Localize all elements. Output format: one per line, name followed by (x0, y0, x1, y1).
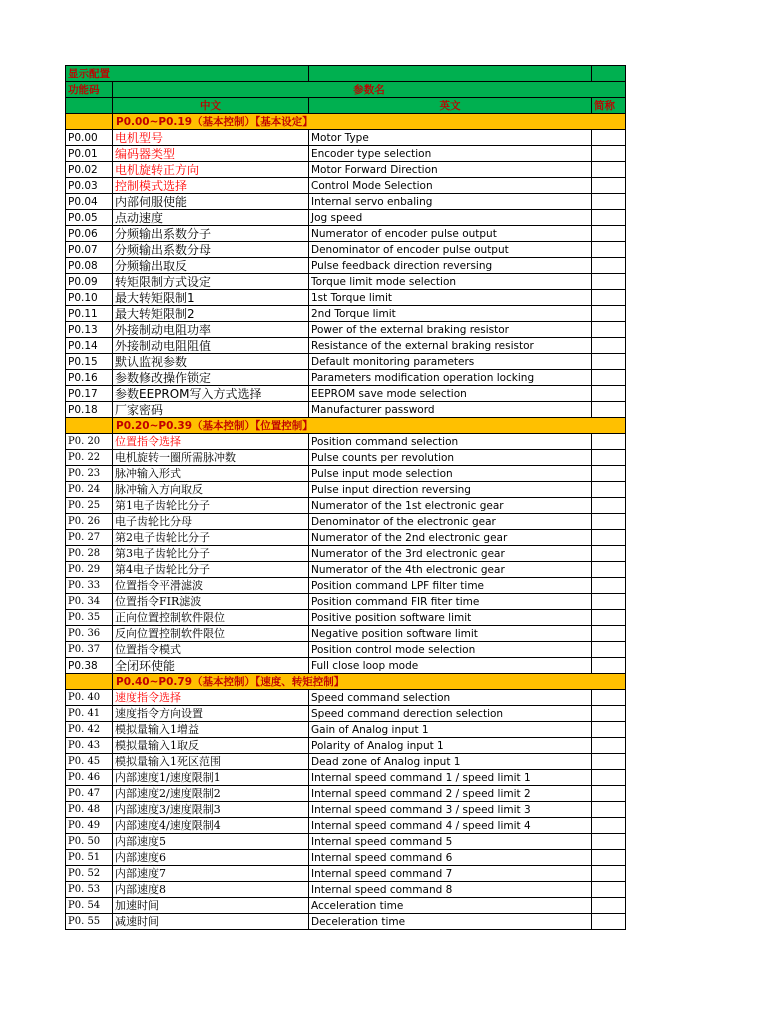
chinese-name-cell[interactable]: 模拟量输入1取反 (113, 738, 309, 754)
col-en-header[interactable]: 英文 (309, 98, 592, 114)
english-name-cell[interactable]: 1st Torque limit (309, 290, 592, 306)
chinese-name-cell[interactable]: 模拟量输入1死区范围 (113, 754, 309, 770)
parameter-row (66, 898, 626, 914)
function-code-cell[interactable]: P0.06 (66, 226, 113, 242)
function-code-cell[interactable]: P0.18 (66, 402, 113, 418)
chinese-name-cell[interactable]: 第2电子齿轮比分子 (113, 530, 309, 546)
function-code-cell[interactable]: P0. 51 (66, 850, 113, 866)
parameter-row (66, 738, 626, 754)
chinese-name-cell[interactable]: 最大转矩限制1 (113, 290, 309, 306)
english-name-cell[interactable]: Position control mode selection (309, 642, 592, 658)
parameter-row (66, 850, 626, 866)
function-code-cell[interactable]: P0.07 (66, 242, 113, 258)
english-name-cell[interactable]: Speed command selection (309, 690, 592, 706)
chinese-name-cell[interactable]: 内部速度5 (113, 834, 309, 850)
function-code-cell[interactable]: P0.17 (66, 386, 113, 402)
parameter-row (66, 610, 626, 626)
col-zh-header[interactable]: 中文 (113, 98, 309, 114)
english-name-cell[interactable]: Numerator of encoder pulse output (309, 226, 592, 242)
english-name-cell[interactable]: Torque limit mode selection (309, 274, 592, 290)
english-name-cell[interactable]: Internal speed command 1 / speed limit 1 (309, 770, 592, 786)
parameter-row (66, 658, 626, 674)
function-code-cell[interactable]: P0.11 (66, 306, 113, 322)
parameter-row (66, 306, 626, 322)
abbreviation-cell[interactable] (592, 258, 626, 274)
chinese-name-cell[interactable]: 位置指令FIR滤波 (113, 594, 309, 610)
function-code-cell[interactable]: P0. 40 (66, 690, 113, 706)
abbreviation-cell[interactable] (592, 722, 626, 738)
english-name-cell[interactable]: Negative position software limit (309, 626, 592, 642)
parameter-row (66, 274, 626, 290)
chinese-name-cell[interactable]: 参数EEPROM写入方式选择 (113, 386, 309, 402)
english-name-cell[interactable]: Acceleration time (309, 898, 592, 914)
chinese-name-cell[interactable]: 电机旋转一圈所需脉冲数 (113, 450, 309, 466)
parameter-row (66, 402, 626, 418)
abbreviation-cell[interactable] (592, 290, 626, 306)
english-name-cell[interactable]: Internal speed command 2 / speed limit 2 (309, 786, 592, 802)
chinese-name-cell[interactable]: 默认监视参数 (113, 354, 309, 370)
chinese-name-cell[interactable]: 脉冲输入方向取反 (113, 482, 309, 498)
abbreviation-cell[interactable] (592, 530, 626, 546)
function-code-cell[interactable]: P0. 22 (66, 450, 113, 466)
english-name-cell[interactable]: Motor Type (309, 130, 592, 146)
parameter-row (66, 514, 626, 530)
function-code-cell[interactable]: P0. 36 (66, 626, 113, 642)
english-name-cell[interactable]: Denominator of the electronic gear (309, 514, 592, 530)
chinese-name-cell[interactable]: 位置指令选择 (113, 434, 309, 450)
abbreviation-cell[interactable] (592, 546, 626, 562)
abbreviation-cell[interactable] (592, 162, 626, 178)
chinese-name-cell[interactable]: 内部速度4/速度限制4 (113, 818, 309, 834)
english-name-cell[interactable]: Internal speed command 5 (309, 834, 592, 850)
abbreviation-cell[interactable] (592, 834, 626, 850)
parameter-row (66, 706, 626, 722)
function-code-cell[interactable]: P0.04 (66, 194, 113, 210)
chinese-name-cell[interactable]: 内部速度3/速度限制3 (113, 802, 309, 818)
chinese-name-cell[interactable]: 电子齿轮比分母 (113, 514, 309, 530)
abbreviation-cell[interactable] (592, 818, 626, 834)
english-name-cell[interactable]: Position command selection (309, 434, 592, 450)
abbreviation-cell[interactable] (592, 354, 626, 370)
parameter-row (66, 530, 626, 546)
parameter-row (66, 914, 626, 930)
parameter-row (66, 834, 626, 850)
chinese-name-cell[interactable]: 参数修改操作锁定 (113, 370, 309, 386)
english-name-cell[interactable]: Pulse feedback direction reversing (309, 258, 592, 274)
parameter-row (66, 690, 626, 706)
function-code-cell[interactable]: P0. 24 (66, 482, 113, 498)
parameter-row (66, 562, 626, 578)
function-code-cell[interactable]: P0.14 (66, 338, 113, 354)
english-name-cell[interactable]: EEPROM save mode selection (309, 386, 592, 402)
chinese-name-cell[interactable]: 转矩限制方式设定 (113, 274, 309, 290)
abbreviation-cell[interactable] (592, 370, 626, 386)
abbreviation-cell[interactable] (592, 658, 626, 674)
chinese-name-cell[interactable]: 分频输出系数分子 (113, 226, 309, 242)
chinese-name-cell[interactable]: 电机旋转正方向 (113, 162, 309, 178)
parameter-row (66, 226, 626, 242)
abbreviation-cell[interactable] (592, 210, 626, 226)
abbreviation-cell[interactable] (592, 322, 626, 338)
english-name-cell[interactable]: Numerator of the 4th electronic gear (309, 562, 592, 578)
english-name-cell[interactable]: Denominator of encoder pulse output (309, 242, 592, 258)
chinese-name-cell[interactable]: 点动速度 (113, 210, 309, 226)
english-name-cell[interactable]: Jog speed (309, 210, 592, 226)
abbreviation-cell[interactable] (592, 594, 626, 610)
abbreviation-cell[interactable] (592, 802, 626, 818)
chinese-name-cell[interactable]: 内部伺服使能 (113, 194, 309, 210)
parameter-row (66, 498, 626, 514)
function-code-cell[interactable]: P0. 41 (66, 706, 113, 722)
parameter-row (66, 802, 626, 818)
abbreviation-cell[interactable] (592, 914, 626, 930)
english-name-cell[interactable]: Numerator of the 3rd electronic gear (309, 546, 592, 562)
chinese-name-cell[interactable]: 速度指令选择 (113, 690, 309, 706)
section-title[interactable]: P0.40~P0.79（基本控制）【速度、转矩控制】 (113, 674, 626, 690)
function-code-cell[interactable]: P0. 34 (66, 594, 113, 610)
english-name-cell[interactable]: Resistance of the external braking resistor (309, 338, 592, 354)
chinese-name-cell[interactable]: 内部速度1/速度限制1 (113, 770, 309, 786)
english-name-cell[interactable]: Numerator of the 2nd electronic gear (309, 530, 592, 546)
english-name-cell[interactable]: Polarity of Analog input 1 (309, 738, 592, 754)
section-title[interactable]: P0.00~P0.19（基本控制）【基本设定】 (113, 114, 626, 130)
function-code-cell[interactable]: P0. 53 (66, 882, 113, 898)
parameter-row (66, 594, 626, 610)
abbreviation-cell[interactable] (592, 386, 626, 402)
english-name-cell[interactable]: Dead zone of Analog input 1 (309, 754, 592, 770)
chinese-name-cell[interactable]: 加速时间 (113, 898, 309, 914)
parameter-row (66, 482, 626, 498)
abbreviation-cell[interactable] (592, 770, 626, 786)
abbreviation-cell[interactable] (592, 706, 626, 722)
function-code-cell[interactable]: P0. 20 (66, 434, 113, 450)
chinese-name-cell[interactable]: 电机型号 (113, 130, 309, 146)
function-code-cell[interactable]: P0. 54 (66, 898, 113, 914)
english-name-cell[interactable]: Internal speed command 6 (309, 850, 592, 866)
parameter-row (66, 642, 626, 658)
chinese-name-cell[interactable]: 控制模式选择 (113, 178, 309, 194)
english-name-cell[interactable]: Manufacturer password (309, 402, 592, 418)
abbreviation-cell[interactable] (592, 642, 626, 658)
chinese-name-cell[interactable]: 厂家密码 (113, 402, 309, 418)
function-code-cell[interactable]: P0.10 (66, 290, 113, 306)
parameter-row (66, 818, 626, 834)
chinese-name-cell[interactable]: 最大转矩限制2 (113, 306, 309, 322)
abbreviation-cell[interactable] (592, 130, 626, 146)
abbreviation-cell[interactable] (592, 194, 626, 210)
abbreviation-cell[interactable] (592, 898, 626, 914)
abbreviation-cell[interactable] (592, 306, 626, 322)
chinese-name-cell[interactable]: 内部速度8 (113, 882, 309, 898)
section-title[interactable]: P0.20~P0.39（基本控制）【位置控制】 (113, 418, 626, 434)
chinese-name-cell[interactable]: 第1电子齿轮比分子 (113, 498, 309, 514)
abbreviation-cell[interactable] (592, 338, 626, 354)
func-code-header[interactable]: 功能码 (66, 82, 113, 98)
english-name-cell[interactable]: Position command FIR fiter time (309, 594, 592, 610)
chinese-name-cell[interactable]: 全闭环使能 (113, 658, 309, 674)
english-name-cell[interactable]: Internal speed command 3 / speed limit 3 (309, 802, 592, 818)
function-code-cell[interactable]: P0.03 (66, 178, 113, 194)
abbreviation-cell[interactable] (592, 226, 626, 242)
abbreviation-cell[interactable] (592, 786, 626, 802)
english-name-cell[interactable]: Control Mode Selection (309, 178, 592, 194)
chinese-name-cell[interactable]: 反向位置控制软件限位 (113, 626, 309, 642)
chinese-name-cell[interactable]: 内部速度7 (113, 866, 309, 882)
function-code-cell[interactable]: P0. 26 (66, 514, 113, 530)
function-code-cell[interactable]: P0.08 (66, 258, 113, 274)
english-name-cell[interactable]: Speed command derection selection (309, 706, 592, 722)
abbreviation-cell[interactable] (592, 882, 626, 898)
chinese-name-cell[interactable]: 分频输出取反 (113, 258, 309, 274)
empty-cell[interactable] (592, 66, 626, 82)
parameter-row (66, 770, 626, 786)
abbreviation-cell[interactable] (592, 146, 626, 162)
function-code-cell[interactable]: P0. 45 (66, 754, 113, 770)
function-code-cell[interactable]: P0. 35 (66, 610, 113, 626)
english-name-cell[interactable]: Internal speed command 4 / speed limit 4 (309, 818, 592, 834)
parameter-row (66, 466, 626, 482)
abbreviation-cell[interactable] (592, 690, 626, 706)
parameter-row (66, 370, 626, 386)
function-code-cell[interactable]: P0. 23 (66, 466, 113, 482)
abbreviation-cell[interactable] (592, 850, 626, 866)
chinese-name-cell[interactable]: 位置指令模式 (113, 642, 309, 658)
parameter-row (66, 866, 626, 882)
english-name-cell[interactable]: Full close loop mode (309, 658, 592, 674)
function-code-cell[interactable]: P0. 29 (66, 562, 113, 578)
chinese-name-cell[interactable]: 正向位置控制软件限位 (113, 610, 309, 626)
parameter-table (65, 65, 626, 930)
header-row-columns (66, 98, 626, 114)
empty-cell[interactable] (309, 66, 592, 82)
chinese-name-cell[interactable]: 分频输出系数分母 (113, 242, 309, 258)
parameter-row (66, 322, 626, 338)
function-code-cell[interactable]: P0. 42 (66, 722, 113, 738)
chinese-name-cell[interactable]: 外接制动电阻阻值 (113, 338, 309, 354)
abbreviation-cell[interactable] (592, 242, 626, 258)
parameter-row (66, 354, 626, 370)
header-row-display-config (66, 66, 626, 82)
english-name-cell[interactable]: Gain of Analog input 1 (309, 722, 592, 738)
abbreviation-cell[interactable] (592, 434, 626, 450)
abbreviation-cell[interactable] (592, 498, 626, 514)
function-code-cell[interactable]: P0. 47 (66, 786, 113, 802)
parameter-row (66, 882, 626, 898)
english-name-cell[interactable]: Internal speed command 8 (309, 882, 592, 898)
english-name-cell[interactable]: Position command LPF filter time (309, 578, 592, 594)
abbreviation-cell[interactable] (592, 514, 626, 530)
section-header-row (66, 674, 626, 690)
chinese-name-cell[interactable]: 位置指令平滑滤波 (113, 578, 309, 594)
english-name-cell[interactable]: Motor Forward Direction (309, 162, 592, 178)
parameter-row (66, 130, 626, 146)
english-name-cell[interactable]: Pulse input mode selection (309, 466, 592, 482)
function-code-cell[interactable]: P0.09 (66, 274, 113, 290)
function-code-cell[interactable]: P0. 28 (66, 546, 113, 562)
header-row-param-name (66, 82, 626, 98)
abbreviation-cell[interactable] (592, 466, 626, 482)
empty-cell[interactable] (66, 114, 113, 130)
abbreviation-cell[interactable] (592, 754, 626, 770)
function-code-cell[interactable]: P0. 46 (66, 770, 113, 786)
display-config-cell[interactable]: 显示配置 (66, 66, 309, 82)
abbreviation-cell[interactable] (592, 482, 626, 498)
function-code-cell[interactable]: P0. 27 (66, 530, 113, 546)
parameter-row (66, 178, 626, 194)
empty-cell[interactable] (66, 674, 113, 690)
parameter-row (66, 754, 626, 770)
function-code-cell[interactable]: P0.05 (66, 210, 113, 226)
chinese-name-cell[interactable]: 减速时间 (113, 914, 309, 930)
parameter-row (66, 626, 626, 642)
section-header-row (66, 114, 626, 130)
english-name-cell[interactable]: Internal servo enbaling (309, 194, 592, 210)
col-abbr-header[interactable]: 简称 (592, 98, 626, 114)
parameter-row (66, 546, 626, 562)
chinese-name-cell[interactable]: 速度指令方向设置 (113, 706, 309, 722)
function-code-cell[interactable]: P0. 48 (66, 802, 113, 818)
empty-cell[interactable] (66, 98, 113, 114)
english-name-cell[interactable]: Pulse counts per revolution (309, 450, 592, 466)
english-name-cell[interactable]: Positive position software limit (309, 610, 592, 626)
abbreviation-cell[interactable] (592, 610, 626, 626)
parameter-row (66, 578, 626, 594)
english-name-cell[interactable]: Internal speed command 7 (309, 866, 592, 882)
chinese-name-cell[interactable]: 模拟量输入1增益 (113, 722, 309, 738)
english-name-cell[interactable]: Parameters modification operation locking (309, 370, 592, 386)
english-name-cell[interactable]: Pulse input direction reversing (309, 482, 592, 498)
empty-cell[interactable] (66, 418, 113, 434)
parameter-row (66, 450, 626, 466)
english-name-cell[interactable]: Power of the external braking resistor (309, 322, 592, 338)
parameter-row (66, 146, 626, 162)
function-code-cell[interactable]: P0. 49 (66, 818, 113, 834)
function-code-cell[interactable]: P0. 25 (66, 498, 113, 514)
parameter-row (66, 386, 626, 402)
abbreviation-cell[interactable] (592, 626, 626, 642)
function-code-cell[interactable]: P0. 52 (66, 866, 113, 882)
function-code-cell[interactable]: P0.00 (66, 130, 113, 146)
parameter-row (66, 786, 626, 802)
abbreviation-cell[interactable] (592, 562, 626, 578)
parameter-row (66, 434, 626, 450)
param-name-header[interactable]: 参数名 (113, 82, 626, 98)
function-code-cell[interactable]: P0. 37 (66, 642, 113, 658)
function-code-cell[interactable]: P0.01 (66, 146, 113, 162)
parameter-row (66, 162, 626, 178)
function-code-cell[interactable]: P0.02 (66, 162, 113, 178)
parameter-table-body (66, 66, 626, 930)
abbreviation-cell[interactable] (592, 402, 626, 418)
parameter-row (66, 722, 626, 738)
function-code-cell[interactable]: P0. 55 (66, 914, 113, 930)
function-code-cell[interactable]: P0.38 (66, 658, 113, 674)
english-name-cell[interactable]: Encoder type selection (309, 146, 592, 162)
abbreviation-cell[interactable] (592, 738, 626, 754)
function-code-cell[interactable]: P0. 43 (66, 738, 113, 754)
chinese-name-cell[interactable]: 脉冲输入形式 (113, 466, 309, 482)
parameter-row (66, 242, 626, 258)
function-code-cell[interactable]: P0.15 (66, 354, 113, 370)
function-code-cell[interactable]: P0. 50 (66, 834, 113, 850)
parameter-row (66, 258, 626, 274)
chinese-name-cell[interactable]: 编码器类型 (113, 146, 309, 162)
abbreviation-cell[interactable] (592, 274, 626, 290)
chinese-name-cell[interactable]: 第3电子齿轮比分子 (113, 546, 309, 562)
english-name-cell[interactable]: Numerator of the 1st electronic gear (309, 498, 592, 514)
function-code-cell[interactable]: P0. 33 (66, 578, 113, 594)
chinese-name-cell[interactable]: 内部速度2/速度限制2 (113, 786, 309, 802)
abbreviation-cell[interactable] (592, 578, 626, 594)
parameter-row (66, 338, 626, 354)
parameter-row (66, 194, 626, 210)
parameter-row (66, 290, 626, 306)
abbreviation-cell[interactable] (592, 866, 626, 882)
parameter-row (66, 210, 626, 226)
chinese-name-cell[interactable]: 外接制动电阻功率 (113, 322, 309, 338)
function-code-cell[interactable]: P0.13 (66, 322, 113, 338)
section-header-row (66, 418, 626, 434)
english-name-cell[interactable]: Deceleration time (309, 914, 592, 930)
english-name-cell[interactable]: 2nd Torque limit (309, 306, 592, 322)
english-name-cell[interactable]: Default monitoring parameters (309, 354, 592, 370)
function-code-cell[interactable]: P0.16 (66, 370, 113, 386)
chinese-name-cell[interactable]: 第4电子齿轮比分子 (113, 562, 309, 578)
chinese-name-cell[interactable]: 内部速度6 (113, 850, 309, 866)
abbreviation-cell[interactable] (592, 178, 626, 194)
abbreviation-cell[interactable] (592, 450, 626, 466)
